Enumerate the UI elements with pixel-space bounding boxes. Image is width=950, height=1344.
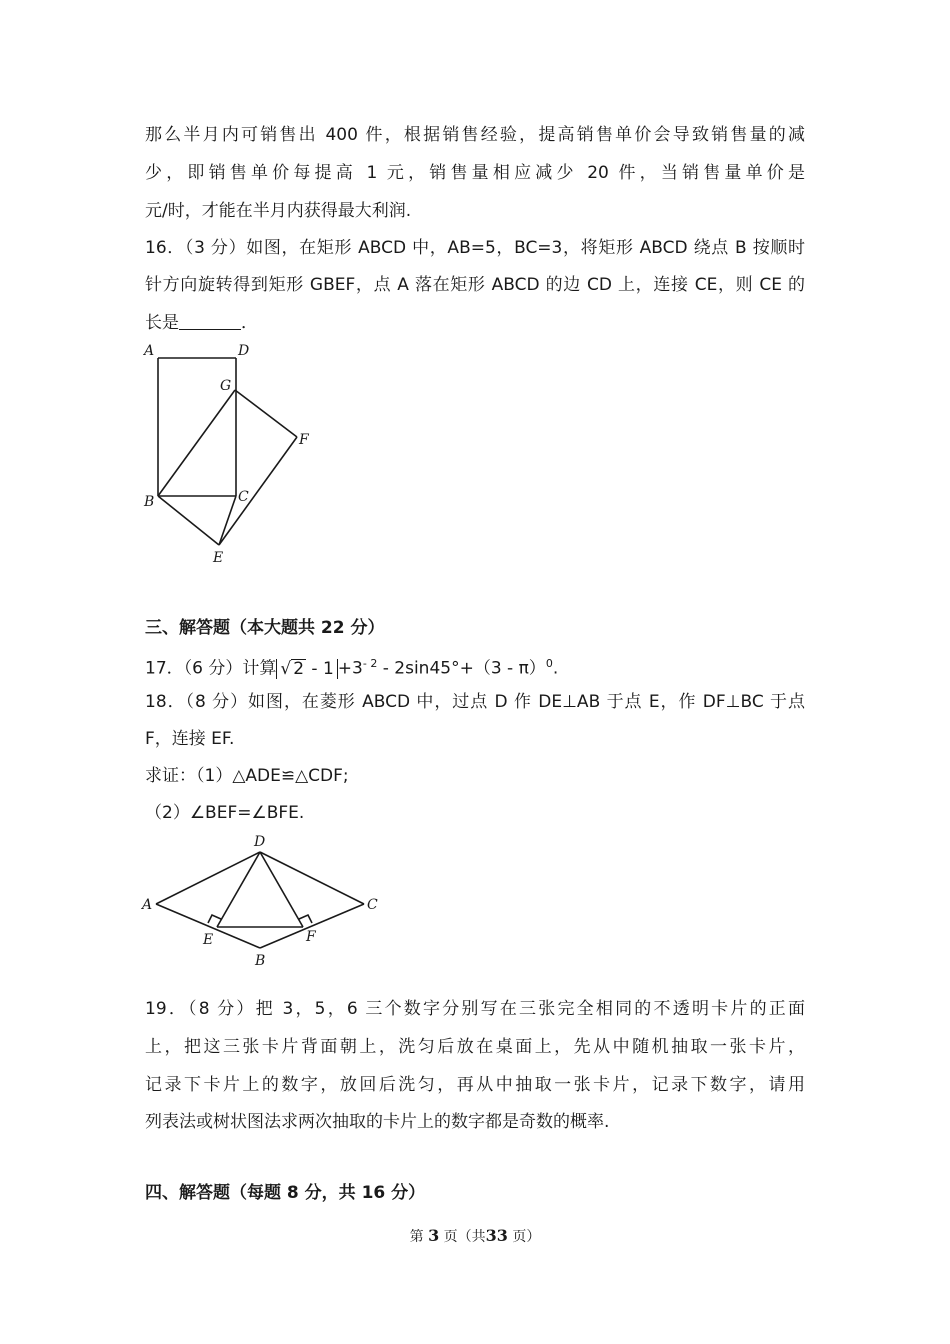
text-line: 那么半月内可销售出 400 件，根据销售经验，提高销售单价会导致销售量的减 <box>145 125 805 145</box>
section-3-heading: 三、解答题（本大题共 22 分） <box>145 618 385 638</box>
question-16-line-1: 16．（3 分）如图，在矩形 ABCD 中，AB=5，BC=3，将矩形 ABCD 绕点 B 按顺时 <box>145 238 805 258</box>
footer-post: 页） <box>512 1229 541 1245</box>
footer-page-number: 3 <box>428 1226 440 1245</box>
label-B: B <box>144 494 155 510</box>
label-F: F <box>306 929 316 945</box>
abs-tail: - 1 <box>306 658 334 679</box>
question-17-prefix: 17．（6 分）计算 <box>145 658 277 679</box>
label-A: A <box>144 343 155 359</box>
label-D: D <box>254 834 266 850</box>
question-18-line-3: 求证：（1）△ADE≌△CDF; <box>145 766 349 786</box>
question-19-line-1: 19．（8 分）把 3，5，6 三个数字分别写在三张完全相同的不透明卡片的正面 <box>145 999 805 1019</box>
footer-mid: 页（共 <box>443 1229 486 1245</box>
footer-pre: 第 <box>409 1229 424 1245</box>
label-G: G <box>220 378 232 394</box>
figure-rectangle-rotation <box>140 338 320 570</box>
label-D: D <box>238 343 250 359</box>
page-footer <box>0 1226 950 1246</box>
question-16-suffix: ． <box>241 313 258 333</box>
text-line: 元/时，才能在半月内获得最大利润. <box>145 201 412 221</box>
question-16-line-2: 针方向旋转得到矩形 GBEF，点 A 落在矩形 ABCD 的边 CD 上，连接 CE，则 CE 的 <box>145 275 805 295</box>
exponent-neg2: - 2 <box>362 657 378 670</box>
figure-rhombus <box>138 830 388 970</box>
question-18-line-4: （2）∠BEF=∠BFE. <box>145 803 305 823</box>
question-18-line-1: 18．（8 分）如图，在菱形 ABCD 中，过点 D 作 DE⊥AB 于点 E，作 DF⊥BC 于点 <box>145 692 805 712</box>
question-19-line-3: 记录下卡片上的数字，放回后洗匀，再从中抽取一张卡片，记录下数字，请用 <box>145 1075 805 1095</box>
footer-total-pages: 33 <box>485 1226 508 1245</box>
label-A: A <box>142 897 153 913</box>
label-E: E <box>203 932 214 948</box>
answer-blank <box>179 311 241 330</box>
question-16-line-3 <box>145 311 258 335</box>
text-line: 少，即销售单价每提高 1 元，销售量相应减少 20 件，当销售量单价是 <box>145 163 805 183</box>
label-F: F <box>299 432 309 448</box>
question-17 <box>145 652 558 681</box>
section-4-heading: 四、解答题（每题 8 分，共 16 分） <box>145 1183 426 1203</box>
exponent-zero: 0 <box>545 657 553 670</box>
question-19-line-2: 上，把这三张卡片背面朝上，洗匀后放在桌面上，先从中随机抽取一张卡片， <box>145 1037 805 1057</box>
sqrt-radicand: 2 <box>293 658 305 679</box>
question-16-prefix: 长是 <box>145 313 179 333</box>
question-17-mid: +3 <box>337 658 363 679</box>
label-B: B <box>255 953 266 969</box>
question-18-line-2: F，连接 EF. <box>145 729 235 749</box>
question-19-line-4: 列表法或树状图法求两次抽取的卡片上的数字都是奇数的概率. <box>145 1112 610 1132</box>
absolute-value: √ 2 - 1 <box>276 659 337 679</box>
question-17-tail: - 2sin45°+（3 - π） <box>377 658 546 679</box>
label-E: E <box>213 550 224 566</box>
label-C: C <box>238 489 249 505</box>
question-17-end: . <box>552 658 559 679</box>
label-C: C <box>367 897 378 913</box>
